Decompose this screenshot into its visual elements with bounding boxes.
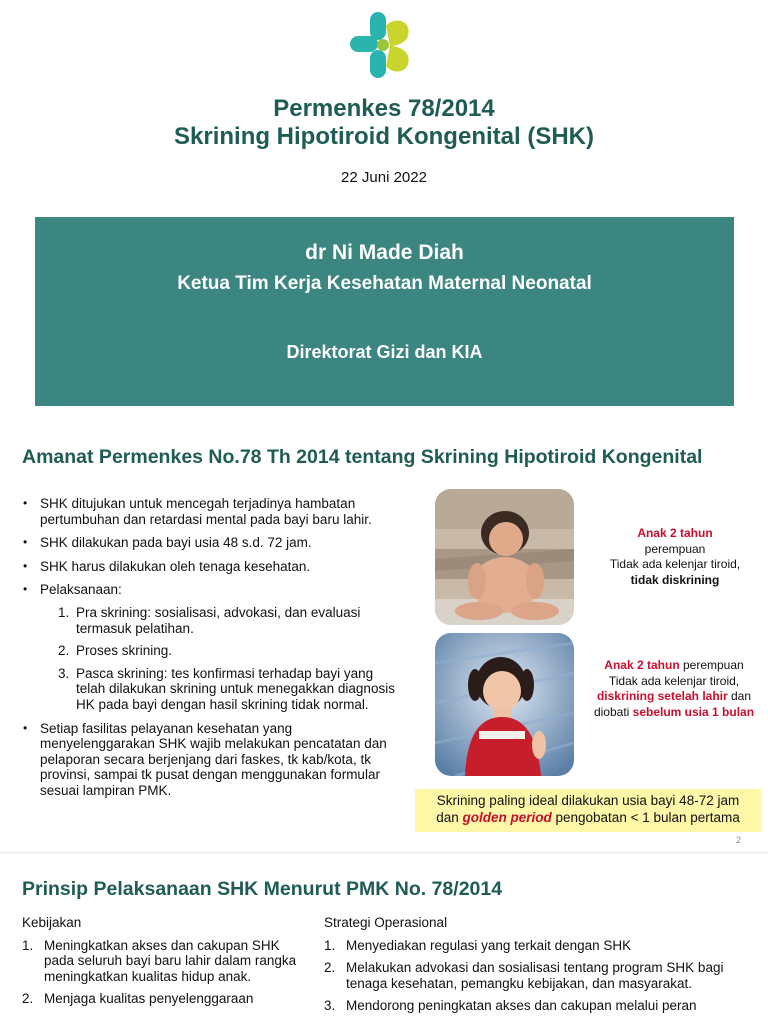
list-item: [22, 938, 297, 985]
item-text: Menyediakan regulasi yang terkait dengan SHK: [346, 937, 632, 953]
sub-item-text: Pasca skrining: tes konfirmasi terhadap bayi yang telah dilakukan skrining untuk menegakkan diagnosis HK pada bayi dengan hasil skrining tidak normal.: [76, 665, 395, 712]
sub-list-item: [40, 666, 397, 713]
note-prefix: dan: [436, 810, 463, 825]
note-suffix: pengobatan < 1 bulan pertama: [551, 810, 740, 825]
untreated-child-photo: [435, 489, 574, 625]
pelaksanaan-sublist: [40, 605, 397, 713]
presenter-unit: Direktorat Gizi dan KIA: [286, 342, 483, 362]
list-item: • SHK dilakukan pada bayi usia 48 s.d. 72 jam.: [22, 535, 397, 551]
caption-line3: [582, 689, 766, 705]
photo-caption-treated: [582, 658, 766, 720]
item-number: 3.: [324, 998, 336, 1014]
presenter-banner: [35, 217, 734, 406]
item-number: 2.: [324, 960, 336, 976]
sub-item-number: 3.: [58, 665, 70, 681]
caption-screened: diskrining setelah lahir: [596, 689, 728, 703]
caption-line1: [582, 658, 766, 674]
caption-gender: perempuan: [679, 658, 744, 672]
list-item: [22, 991, 297, 1007]
sub-list-item: [40, 605, 397, 636]
item-text: Menjaga kualitas penyelenggaraan: [44, 991, 254, 1007]
caption-gender: perempuan: [644, 541, 706, 556]
presentation-date: 22 Juni 2022: [341, 169, 427, 186]
list-item-label: Pelaksanaan:: [40, 582, 122, 598]
note-line2: [415, 809, 761, 826]
caption-age: Anak 2 tahun: [637, 526, 713, 540]
item-number: 1.: [22, 937, 34, 953]
kebijakan-column: [22, 915, 297, 1014]
caption-line4: [582, 705, 766, 721]
item-text: Meningkatkan akses dan cakupan SHK pada seluruh bayi baru lahir dalam rangka meningkatkan kualitas hidup anak.: [44, 937, 297, 984]
list-item: [22, 582, 397, 712]
section-title-amanat: Amanat Permenkes No.78 Th 2014 tentang Skrining Hipotiroid Kongenital: [22, 446, 703, 468]
note-golden-period: golden period: [462, 810, 552, 825]
sub-item-text: Proses skrining.: [76, 643, 173, 659]
kemenkes-logo-icon: [350, 12, 416, 80]
slide-title-line2: Skrining Hipotiroid Kongenital (SHK): [174, 123, 594, 150]
sub-item-number: 2.: [58, 643, 70, 659]
page-number: 2: [736, 835, 742, 845]
section-title-prinsip: Prinsip Pelaksanaan SHK Menurut PMK No. 78/2014: [22, 878, 503, 900]
caption-status: tidak diskrining: [630, 572, 720, 587]
slide-title-line1: Permenkes 78/2014: [273, 95, 495, 122]
presenter-name: dr Ni Made Diah: [305, 241, 464, 264]
list-item: [324, 998, 734, 1014]
sub-item-number: 1.: [58, 604, 70, 620]
item-text: Melakukan advokasi dan sosialisasi tentang program SHK bagi tenaga kesehatan, pemangku kebijakan, dan masyarakat.: [346, 960, 724, 991]
column-heading: Strategi Operasional: [324, 915, 448, 930]
list-item: • Setiap fasilitas pelayanan kesehatan yang menyelenggarakan SHK wajib melakukan pencatatan dan pelaporan secara berjenjang dari faskes, tk kab/kota, tk provinsi, sampai tk pusat dengan menggunakan formular sesuai lampiran PMK.: [22, 721, 397, 799]
presenter-role: Ketua Tim Kerja Kesehatan Maternal Neonatal: [177, 273, 592, 294]
amanat-bullet-list: [22, 496, 397, 807]
caption-and: dan: [727, 689, 752, 703]
note-line1: Skrining paling ideal dilakukan usia bayi 48-72 jam: [436, 793, 740, 808]
item-text: Mendorong peningkatan akses dan cakupan melalui peran: [346, 998, 697, 1014]
treated-child-photo: [435, 633, 574, 776]
golden-period-note: [415, 789, 761, 832]
caption-treated-prefix: diobati: [593, 704, 633, 719]
photo-caption-untreated: [590, 526, 760, 588]
caption-thyroid: Tidak ada kelenjar tiroid,: [609, 557, 741, 571]
caption-treated: sebelum usia 1 bulan: [632, 704, 755, 719]
slide-divider: [0, 852, 768, 853]
list-item: [324, 938, 734, 954]
caption-thyroid: Tidak ada kelenjar tiroid,: [608, 673, 740, 688]
list-item: [324, 960, 734, 991]
list-item: • SHK ditujukan untuk mencegah terjadinya hambatan pertumbuhan dan retardasi mental pada bayi baru lahir.: [22, 496, 397, 527]
item-number: 1.: [324, 937, 336, 953]
sub-item-text: Pra skrining: sosialisasi, advokasi, dan evaluasi termasuk pelatihan.: [76, 604, 361, 636]
caption-age: Anak 2 tahun: [604, 658, 680, 672]
item-number: 2.: [22, 991, 34, 1007]
column-heading: Kebijakan: [22, 915, 82, 930]
sub-list-item: [40, 643, 397, 659]
strategi-column: [324, 915, 734, 1021]
list-item: • SHK harus dilakukan oleh tenaga kesehatan.: [22, 559, 397, 575]
